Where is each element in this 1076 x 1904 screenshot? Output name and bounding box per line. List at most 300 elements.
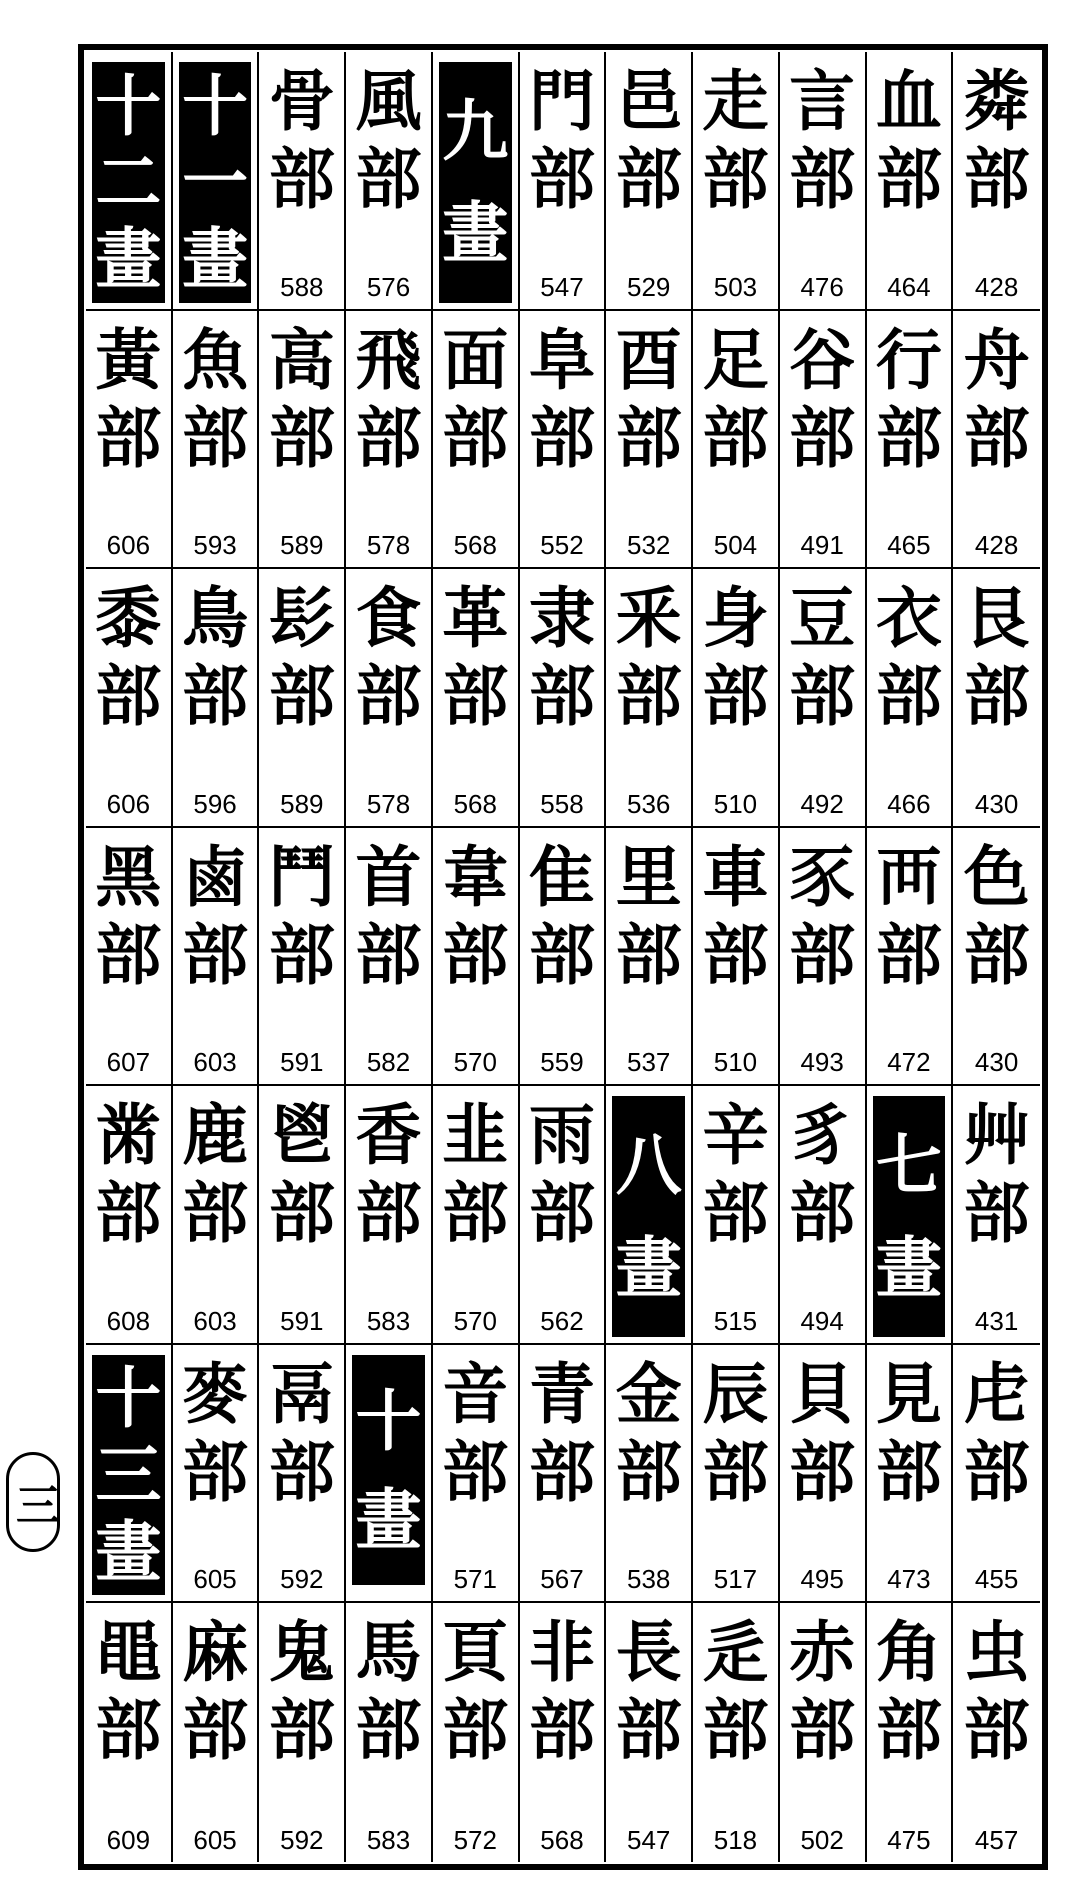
radical-suffix: 部 xyxy=(528,140,595,218)
radical-suffix: 部 xyxy=(182,915,249,994)
radical-entry xyxy=(259,1345,346,1604)
radical-char: 黹 xyxy=(95,1096,162,1175)
radical-suffix: 部 xyxy=(95,915,162,994)
page-number: 589 xyxy=(280,788,324,819)
radical-label xyxy=(86,1096,171,1252)
radical-entry xyxy=(867,311,954,570)
page-number: 567 xyxy=(540,1564,584,1595)
stroke-count-header xyxy=(86,1345,173,1604)
page-number: 568 xyxy=(540,1825,584,1855)
stroke-count-label xyxy=(439,62,512,303)
radical-label xyxy=(433,1613,518,1769)
radical-char: 隶 xyxy=(528,579,595,658)
page-number: 591 xyxy=(280,1305,324,1336)
radical-char: 辰 xyxy=(702,1354,769,1433)
stroke-count-char: 十 xyxy=(95,1359,162,1438)
radical-suffix: 部 xyxy=(702,657,769,736)
radical-entry xyxy=(606,1603,693,1862)
page-number: 510 xyxy=(713,1047,758,1078)
page-number: 562 xyxy=(540,1305,584,1336)
radical-char: 麻 xyxy=(182,1613,249,1692)
page-number: 504 xyxy=(713,530,758,561)
radical-label xyxy=(606,1613,691,1769)
stroke-count-char: 畫 xyxy=(615,1228,682,1307)
radical-label xyxy=(86,579,171,735)
page-number: 570 xyxy=(453,1305,497,1336)
radical-char: 鹵 xyxy=(182,837,249,916)
radical-entry xyxy=(346,1086,433,1345)
radical-entry xyxy=(346,1603,433,1862)
stroke-count-char: 畫 xyxy=(95,219,162,298)
page-number: 472 xyxy=(887,1047,931,1078)
radical-label xyxy=(346,62,431,218)
radical-label xyxy=(867,321,952,477)
stroke-count-header xyxy=(867,1086,954,1345)
radical-suffix: 部 xyxy=(875,657,942,736)
radical-label xyxy=(606,838,691,994)
radical-suffix: 部 xyxy=(442,915,509,994)
radical-label xyxy=(86,321,171,477)
radical-char: 走 xyxy=(702,62,769,140)
radical-label xyxy=(693,1096,778,1252)
page-number: 576 xyxy=(366,271,411,302)
radical-label xyxy=(173,838,258,994)
radical-index-grid xyxy=(86,52,1040,1862)
radical-suffix: 部 xyxy=(702,140,769,218)
page-number: 578 xyxy=(366,530,411,561)
page-number: 457 xyxy=(974,1825,1019,1855)
radical-label xyxy=(606,579,691,735)
radical-label xyxy=(693,1613,778,1769)
page-number: 529 xyxy=(627,271,671,302)
stroke-count-char: 畫 xyxy=(182,219,249,298)
radical-char: 見 xyxy=(875,1354,942,1433)
radical-label xyxy=(953,838,1040,994)
radical-entry xyxy=(606,52,693,311)
radical-suffix: 部 xyxy=(182,398,249,477)
radical-entry xyxy=(780,311,867,570)
radical-entry xyxy=(780,1345,867,1604)
radical-label xyxy=(173,1096,258,1252)
radical-label xyxy=(780,1613,865,1769)
radical-suffix: 部 xyxy=(789,657,856,736)
radical-char: 金 xyxy=(615,1354,682,1433)
radical-char: 非 xyxy=(528,1613,595,1692)
radical-suffix: 部 xyxy=(528,1691,595,1770)
radical-index-table xyxy=(78,44,1048,1870)
radical-label xyxy=(520,1355,605,1511)
radical-char: 色 xyxy=(963,837,1030,916)
radical-suffix: 部 xyxy=(95,657,162,736)
radical-char: 髟 xyxy=(268,579,335,658)
radical-label xyxy=(173,579,258,735)
radical-suffix: 部 xyxy=(963,398,1030,477)
radical-entry xyxy=(259,828,346,1087)
radical-char: 食 xyxy=(355,579,422,658)
radical-label xyxy=(520,321,605,477)
radical-entry xyxy=(86,311,173,570)
radical-char: 邑 xyxy=(615,62,682,140)
page-number: 473 xyxy=(887,1564,931,1595)
stroke-count-header xyxy=(346,1345,433,1604)
stroke-count-char: 十 xyxy=(182,66,249,145)
radical-suffix: 部 xyxy=(182,657,249,736)
page-number: 606 xyxy=(106,788,151,819)
radical-char: 青 xyxy=(528,1354,595,1433)
page-number: 455 xyxy=(974,1564,1019,1595)
radical-entry xyxy=(953,1086,1040,1345)
radical-suffix: 部 xyxy=(182,1691,249,1770)
radical-entry xyxy=(259,52,346,311)
radical-label xyxy=(953,321,1040,477)
radical-entry xyxy=(346,52,433,311)
radical-entry xyxy=(86,1086,173,1345)
radical-suffix: 部 xyxy=(182,1432,249,1511)
page-number: 536 xyxy=(627,788,671,819)
radical-char: 角 xyxy=(875,1613,942,1692)
radical-suffix: 部 xyxy=(355,140,422,218)
radical-entry xyxy=(953,569,1040,828)
radical-entry xyxy=(780,52,867,311)
radical-entry xyxy=(259,569,346,828)
radical-label xyxy=(520,1613,605,1769)
page-number: 537 xyxy=(627,1047,671,1078)
radical-char: 豸 xyxy=(789,1096,856,1175)
radical-label xyxy=(780,321,865,477)
radical-entry xyxy=(259,311,346,570)
radical-char: 辛 xyxy=(702,1096,769,1175)
stroke-count-label xyxy=(352,1355,425,1586)
page-number: 571 xyxy=(453,1564,497,1595)
radical-label xyxy=(780,838,865,994)
radical-suffix: 部 xyxy=(789,1432,856,1511)
radical-suffix: 部 xyxy=(442,398,509,477)
stroke-count-char: 畫 xyxy=(875,1228,942,1307)
radical-char: 長 xyxy=(615,1613,682,1692)
radical-label xyxy=(953,579,1040,735)
radical-char: 釆 xyxy=(615,579,682,658)
page-number: 607 xyxy=(106,1047,151,1078)
radical-char: 貝 xyxy=(789,1354,856,1433)
radical-char: 魚 xyxy=(182,320,249,399)
radical-label xyxy=(173,1355,258,1511)
radical-entry xyxy=(259,1086,346,1345)
page-number: 517 xyxy=(713,1564,758,1595)
page-number: 492 xyxy=(800,788,844,819)
radical-suffix: 部 xyxy=(355,915,422,994)
radical-label xyxy=(953,1613,1040,1769)
radical-entry xyxy=(173,828,260,1087)
radical-label xyxy=(259,579,344,735)
radical-suffix: 部 xyxy=(789,915,856,994)
radical-suffix: 部 xyxy=(268,140,335,218)
stroke-count-char: 十 xyxy=(355,1381,422,1460)
radical-entry xyxy=(173,569,260,828)
radical-entry xyxy=(346,569,433,828)
page-number: 605 xyxy=(193,1825,237,1855)
radical-suffix: 部 xyxy=(528,398,595,477)
radical-suffix: 部 xyxy=(268,398,335,477)
radical-suffix: 部 xyxy=(528,1174,595,1253)
page-number: 503 xyxy=(713,271,758,302)
page-number: 494 xyxy=(800,1305,844,1336)
radical-label xyxy=(953,62,1040,218)
radical-suffix: 部 xyxy=(268,1432,335,1511)
radical-char: 鬯 xyxy=(268,1096,335,1175)
radical-entry xyxy=(346,828,433,1087)
stroke-count-header xyxy=(606,1086,693,1345)
radical-entry xyxy=(693,52,780,311)
radical-suffix: 部 xyxy=(615,140,682,218)
page-number: 491 xyxy=(800,530,844,561)
radical-entry xyxy=(346,311,433,570)
radical-entry xyxy=(520,1603,607,1862)
radical-label xyxy=(520,62,605,218)
radical-char: 隹 xyxy=(528,837,595,916)
stroke-count-label xyxy=(92,62,165,303)
radical-suffix: 部 xyxy=(95,1691,162,1770)
radical-label xyxy=(780,62,865,218)
radical-label xyxy=(780,579,865,735)
radical-label xyxy=(259,838,344,994)
radical-label xyxy=(346,838,431,994)
radical-suffix: 部 xyxy=(95,1174,162,1253)
radical-char: 麥 xyxy=(182,1354,249,1433)
radical-entry xyxy=(433,569,520,828)
radical-label xyxy=(693,579,778,735)
radical-label xyxy=(259,1613,344,1769)
radical-char: 頁 xyxy=(442,1613,509,1692)
radical-char: 鳥 xyxy=(182,579,249,658)
radical-char: 襾 xyxy=(875,837,942,916)
stroke-count-char: 一 xyxy=(182,143,249,222)
radical-suffix: 部 xyxy=(442,1432,509,1511)
radical-label xyxy=(867,1613,952,1769)
page-number: 592 xyxy=(280,1564,324,1595)
radical-char: 馬 xyxy=(355,1613,422,1692)
stroke-count-label xyxy=(612,1096,685,1337)
radical-entry xyxy=(953,311,1040,570)
page-number: 608 xyxy=(106,1305,151,1336)
page-number: 589 xyxy=(280,530,324,561)
radical-entry xyxy=(173,1086,260,1345)
page-number: 588 xyxy=(280,271,324,302)
radical-char: 風 xyxy=(355,62,422,140)
radical-label xyxy=(259,321,344,477)
radical-char: 韭 xyxy=(442,1096,509,1175)
radical-suffix: 部 xyxy=(702,1432,769,1511)
stroke-count-char: 八 xyxy=(615,1126,682,1205)
page-number: 430 xyxy=(974,788,1019,819)
radical-label xyxy=(433,321,518,477)
radical-char: 身 xyxy=(702,579,769,658)
radical-entry xyxy=(173,311,260,570)
radical-entry xyxy=(953,828,1040,1087)
radical-label xyxy=(433,838,518,994)
radical-entry xyxy=(433,1603,520,1862)
radical-entry xyxy=(86,828,173,1087)
radical-label xyxy=(953,1355,1040,1511)
radical-char: 里 xyxy=(615,837,682,916)
page-number: 609 xyxy=(106,1825,151,1855)
radical-suffix: 部 xyxy=(875,1432,942,1511)
page-number: 558 xyxy=(540,788,584,819)
radical-label xyxy=(606,321,691,477)
radical-char: 鹿 xyxy=(182,1096,249,1175)
radical-suffix: 部 xyxy=(789,1174,856,1253)
radical-char: 行 xyxy=(875,320,942,399)
radical-suffix: 部 xyxy=(268,1691,335,1770)
page-number: 547 xyxy=(540,271,584,302)
radical-label xyxy=(173,321,258,477)
radical-char: 舟 xyxy=(963,320,1030,399)
page-number: 583 xyxy=(366,1825,411,1855)
radical-label xyxy=(693,321,778,477)
radical-char: 血 xyxy=(875,62,942,140)
radical-char: 車 xyxy=(702,837,769,916)
radical-char: 粦 xyxy=(963,62,1030,140)
page-number: 475 xyxy=(887,1825,931,1855)
radical-char: 香 xyxy=(355,1096,422,1175)
radical-entry xyxy=(86,569,173,828)
radical-suffix: 部 xyxy=(875,140,942,218)
radical-entry xyxy=(606,311,693,570)
radical-label xyxy=(259,62,344,218)
page-number: 559 xyxy=(540,1047,584,1078)
radical-label xyxy=(953,1096,1040,1252)
radical-char: 首 xyxy=(355,837,422,916)
radical-char: 鬼 xyxy=(268,1613,335,1692)
radical-entry xyxy=(433,1345,520,1604)
radical-char: 音 xyxy=(442,1354,509,1433)
radical-entry xyxy=(173,1345,260,1604)
radical-suffix: 部 xyxy=(702,1174,769,1253)
radical-char: 赤 xyxy=(789,1613,856,1692)
stroke-count-char: 二 xyxy=(95,143,162,222)
page-number: 593 xyxy=(193,530,237,561)
radical-suffix: 部 xyxy=(268,915,335,994)
radical-suffix: 部 xyxy=(615,1432,682,1511)
radical-entry xyxy=(780,1603,867,1862)
radical-entry xyxy=(520,52,607,311)
radical-label xyxy=(867,838,952,994)
radical-entry xyxy=(433,828,520,1087)
radical-char: 黽 xyxy=(95,1613,162,1692)
page-number: 464 xyxy=(887,271,931,302)
radical-label xyxy=(867,62,952,218)
page-number: 538 xyxy=(627,1564,671,1595)
page-number-tab: 三 xyxy=(6,1452,60,1552)
radical-entry xyxy=(433,311,520,570)
page-number: 603 xyxy=(193,1047,237,1078)
radical-entry xyxy=(86,1603,173,1862)
page-number: 605 xyxy=(193,1564,237,1595)
page-number: 552 xyxy=(540,530,584,561)
radical-suffix: 部 xyxy=(615,915,682,994)
radical-label xyxy=(346,579,431,735)
radical-entry xyxy=(867,569,954,828)
radical-suffix: 部 xyxy=(268,657,335,736)
page-number: 568 xyxy=(453,530,497,561)
radical-char: 艸 xyxy=(963,1096,1030,1175)
radical-label xyxy=(86,838,171,994)
radical-char: 谷 xyxy=(789,320,856,399)
page-number: 578 xyxy=(366,788,411,819)
radical-label xyxy=(606,62,691,218)
radical-suffix: 部 xyxy=(789,1691,856,1770)
radical-entry xyxy=(520,569,607,828)
radical-suffix: 部 xyxy=(963,1691,1030,1770)
radical-char: 黑 xyxy=(95,837,162,916)
stroke-count-char: 九 xyxy=(442,92,509,171)
radical-label xyxy=(433,1096,518,1252)
page-number: 596 xyxy=(193,788,237,819)
radical-char: 韋 xyxy=(442,837,509,916)
radical-suffix: 部 xyxy=(95,398,162,477)
radical-char: 阜 xyxy=(528,320,595,399)
radical-label xyxy=(86,1613,171,1769)
radical-char: 豆 xyxy=(789,579,856,658)
radical-label xyxy=(520,1096,605,1252)
radical-label xyxy=(693,838,778,994)
page-number: 476 xyxy=(800,271,844,302)
stroke-count-char: 畫 xyxy=(95,1512,162,1591)
radical-suffix: 部 xyxy=(963,1174,1030,1253)
radical-label xyxy=(259,1096,344,1252)
stroke-count-label xyxy=(873,1096,946,1337)
radical-char: 革 xyxy=(442,579,509,658)
radical-suffix: 部 xyxy=(789,398,856,477)
page-number: 466 xyxy=(887,788,931,819)
radical-suffix: 部 xyxy=(875,1691,942,1770)
radical-char: 鬥 xyxy=(268,837,335,916)
page-number: 570 xyxy=(453,1047,497,1078)
stroke-count-header xyxy=(86,52,173,311)
radical-entry xyxy=(606,1345,693,1604)
radical-entry xyxy=(780,1086,867,1345)
radical-suffix: 部 xyxy=(963,657,1030,736)
stroke-count-char: 七 xyxy=(875,1126,942,1205)
page-number: 606 xyxy=(106,530,151,561)
page-number: 431 xyxy=(974,1305,1019,1336)
radical-label xyxy=(346,321,431,477)
radical-char: 衣 xyxy=(875,579,942,658)
radical-label xyxy=(259,1355,344,1511)
radical-suffix: 部 xyxy=(182,1174,249,1253)
radical-char: 豕 xyxy=(789,837,856,916)
stroke-count-char: 十 xyxy=(95,66,162,145)
page-number: 582 xyxy=(366,1047,411,1078)
radical-entry xyxy=(953,52,1040,311)
radical-suffix: 部 xyxy=(528,915,595,994)
radical-label xyxy=(433,1355,518,1511)
radical-suffix: 部 xyxy=(442,1174,509,1253)
radical-char: 言 xyxy=(789,62,856,140)
radical-label xyxy=(867,1355,952,1511)
radical-label xyxy=(173,1613,258,1769)
radical-entry xyxy=(606,828,693,1087)
stroke-count-char: 三 xyxy=(95,1436,162,1515)
page-number: 502 xyxy=(800,1825,844,1855)
page-number: 592 xyxy=(280,1825,324,1855)
radical-label xyxy=(606,1355,691,1511)
radical-entry xyxy=(173,1603,260,1862)
stroke-count-label xyxy=(179,62,252,303)
radical-entry xyxy=(693,569,780,828)
radical-entry xyxy=(606,569,693,828)
radical-char: 虍 xyxy=(963,1354,1030,1433)
page-number: 572 xyxy=(453,1825,497,1855)
